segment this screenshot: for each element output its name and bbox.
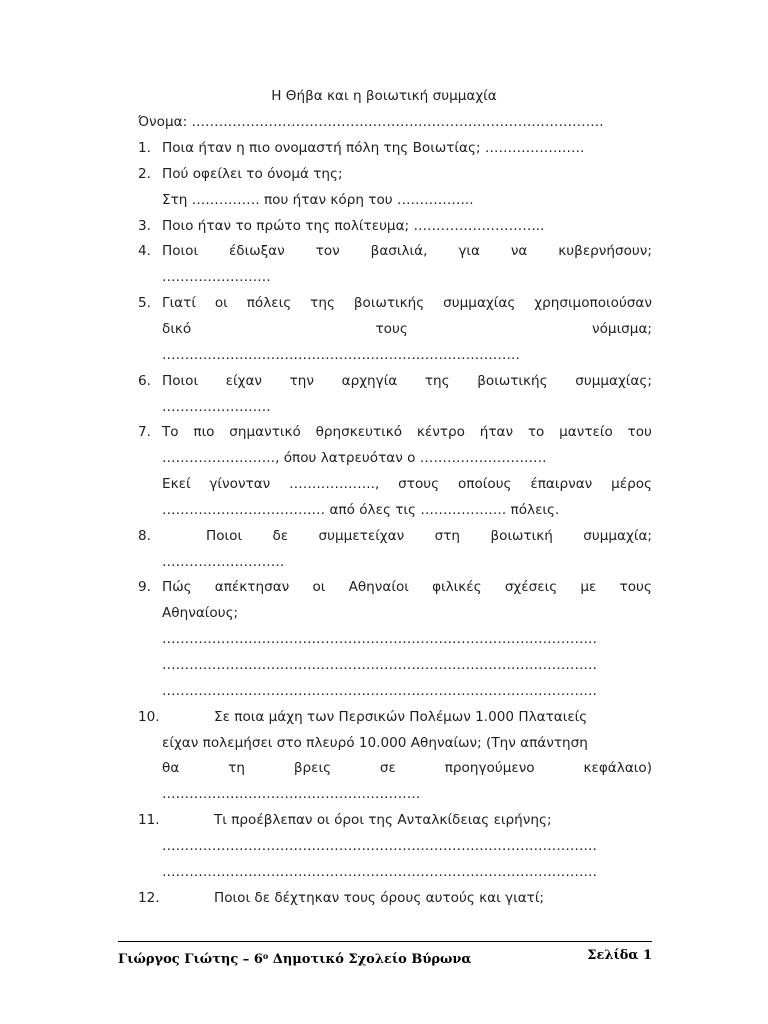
question-line-justified	[162, 241, 652, 261]
word: Αθηναίοι	[348, 579, 409, 596]
question-number: 1.	[138, 140, 151, 156]
question-line: Τι προέβλεπαν οι όροι της Ανταλκίδειας ειρήνης;	[214, 812, 552, 829]
question-number: 9.	[138, 579, 151, 596]
question-line: Ποιο ήταν το πρώτο της πολίτευμα; ………………………..	[162, 217, 545, 234]
word: θρησκευτικό	[315, 424, 403, 441]
word: συμμαχία;	[583, 527, 652, 544]
footer-rule	[118, 941, 652, 942]
word: βοιωτικής	[477, 372, 548, 389]
question-line-justified	[162, 319, 652, 339]
word: Εκεί	[162, 476, 191, 493]
word: Ποιοι	[162, 372, 199, 389]
question-line: είχαν πολεμήσει στο πλευρό 10.000 Αθηναίων; (Την απάντηση	[162, 734, 588, 751]
question-line: Στη …………… που ήταν κόρη του ……………..	[162, 191, 474, 208]
question-number: 3.	[138, 217, 151, 234]
question-number: 7.	[138, 424, 151, 441]
question-line: Ποιοι δε δέχτηκαν τους όρους αυτούς και γιατί;	[214, 889, 545, 906]
word: μέρος	[611, 476, 652, 493]
footer-page-number: Σελίδα 1	[587, 948, 652, 963]
word: Γιατί	[162, 295, 196, 312]
word: σχέσεις	[504, 579, 558, 596]
question-line: ……………………………………………………………………………………	[162, 657, 597, 673]
word: απέκτησαν	[214, 579, 290, 596]
word: σημαντικό	[229, 424, 301, 441]
question-number: 11.	[138, 812, 160, 829]
question-line: Αθηναίους;	[162, 605, 239, 622]
word: Το	[162, 424, 179, 441]
word: μαντείο	[559, 424, 613, 441]
word: τον	[315, 243, 340, 260]
word: της	[424, 372, 450, 389]
word: το	[527, 424, 545, 441]
question-line: ……………………………………………………………………………………	[162, 863, 597, 880]
word: Πώς	[162, 579, 192, 596]
word: Ποιοι	[206, 527, 243, 544]
word: έδιωξαν	[228, 243, 285, 260]
word: σε	[379, 760, 396, 777]
word: Ποιοι	[162, 243, 199, 260]
question-line-justified	[162, 474, 652, 494]
word: χρησιμοποιούσαν	[534, 295, 652, 312]
word: βρεις	[293, 760, 332, 777]
footer-author-school	[118, 946, 471, 966]
word: κυβερνήσουν;	[558, 243, 652, 260]
footer-school-number: 6	[253, 952, 263, 967]
word: αρχηγία	[341, 372, 398, 389]
word: έπαιρναν	[530, 476, 593, 493]
word: πόλεις	[246, 295, 292, 312]
question-line-justified	[162, 371, 652, 391]
question-number: 10.	[138, 708, 160, 725]
question-line: ……………………………………………………………………………………	[162, 682, 597, 699]
question-line-justified	[206, 526, 652, 546]
word: πιο	[193, 424, 215, 441]
question-line-justified	[162, 577, 652, 597]
question-line: Σε ποια μάχη των Περσικών Πολέμων 1.000 Πλαταιείς	[214, 708, 588, 725]
word: φιλικές	[432, 579, 482, 596]
footer-school-name: Δημοτικό Σχολείο Βύρωνα	[272, 952, 472, 967]
question-line: ……………………………………………………………………………………	[162, 631, 597, 648]
word: συμμετείχαν	[318, 527, 405, 544]
word: βοιωτικής	[353, 295, 425, 312]
word: είχαν	[225, 372, 263, 389]
question-line: ……………………………… από όλες τις ………………. πόλεις.	[162, 501, 560, 518]
question-number: 12.	[138, 889, 160, 906]
question-line: …………………………………………………………………….	[162, 346, 520, 363]
question-line: ………………………	[162, 553, 285, 570]
word: στους	[398, 476, 440, 493]
word: θα	[162, 760, 180, 777]
word: προηγούμενο	[444, 760, 535, 777]
word: βοιωτική	[490, 527, 553, 544]
worksheet-title: Η Θήβα και η βοιωτική συμμαχία	[271, 88, 497, 104]
question-line-justified	[162, 422, 652, 442]
word: οι	[312, 579, 326, 596]
question-number: 6.	[138, 372, 151, 389]
word: ήταν	[479, 424, 514, 441]
question-line: Ποια ήταν η πιο ονομαστή πόλη της Βοιωτίας; ………………….	[162, 140, 585, 156]
question-line: Πού οφείλει το όνομά της;	[162, 165, 343, 182]
word: κεφάλαιο)	[583, 760, 652, 777]
word: οποίους	[457, 476, 512, 493]
question-line: ……………………., όπου λατρευόταν ο ……………………….	[162, 450, 547, 467]
word: οι	[214, 295, 228, 312]
word: δε	[272, 527, 289, 544]
question-number: 5.	[138, 295, 151, 312]
word: του	[627, 424, 652, 441]
word: ……………….,	[289, 476, 380, 493]
word: να	[510, 243, 528, 260]
footer-author: Γιώργος Γιώτης –	[118, 952, 250, 967]
word: δικό	[162, 320, 192, 337]
question-line-justified	[162, 758, 652, 778]
question-number: 8.	[138, 527, 151, 544]
word: τη	[228, 760, 245, 777]
question-number: 4.	[138, 243, 151, 260]
word: συμμαχίας;	[575, 372, 652, 389]
word: για	[458, 243, 480, 260]
question-line: ……………………	[162, 269, 271, 286]
word: βασιλιά,	[370, 243, 428, 260]
word: κέντρο	[416, 424, 465, 441]
footer-ordinal-mark: ο	[262, 951, 269, 961]
word: στη	[434, 527, 461, 544]
word: τους	[619, 579, 652, 596]
question-number: 2.	[138, 165, 151, 182]
word: της	[310, 295, 335, 312]
question-line: ……………………	[162, 398, 271, 415]
word: συμμαχίας	[443, 295, 516, 312]
question-line-justified	[162, 293, 652, 313]
word: τους	[375, 320, 408, 337]
word: την	[289, 372, 315, 389]
name-line: Όνομα: ……………………………………………………………………………….	[138, 114, 604, 130]
question-line: …………………………………………………	[162, 786, 421, 803]
word: νόμισμα;	[592, 320, 652, 337]
question-line: ……………………………………………………………………………………	[162, 837, 597, 854]
word: με	[580, 579, 597, 596]
word: γίνονταν	[209, 476, 271, 493]
